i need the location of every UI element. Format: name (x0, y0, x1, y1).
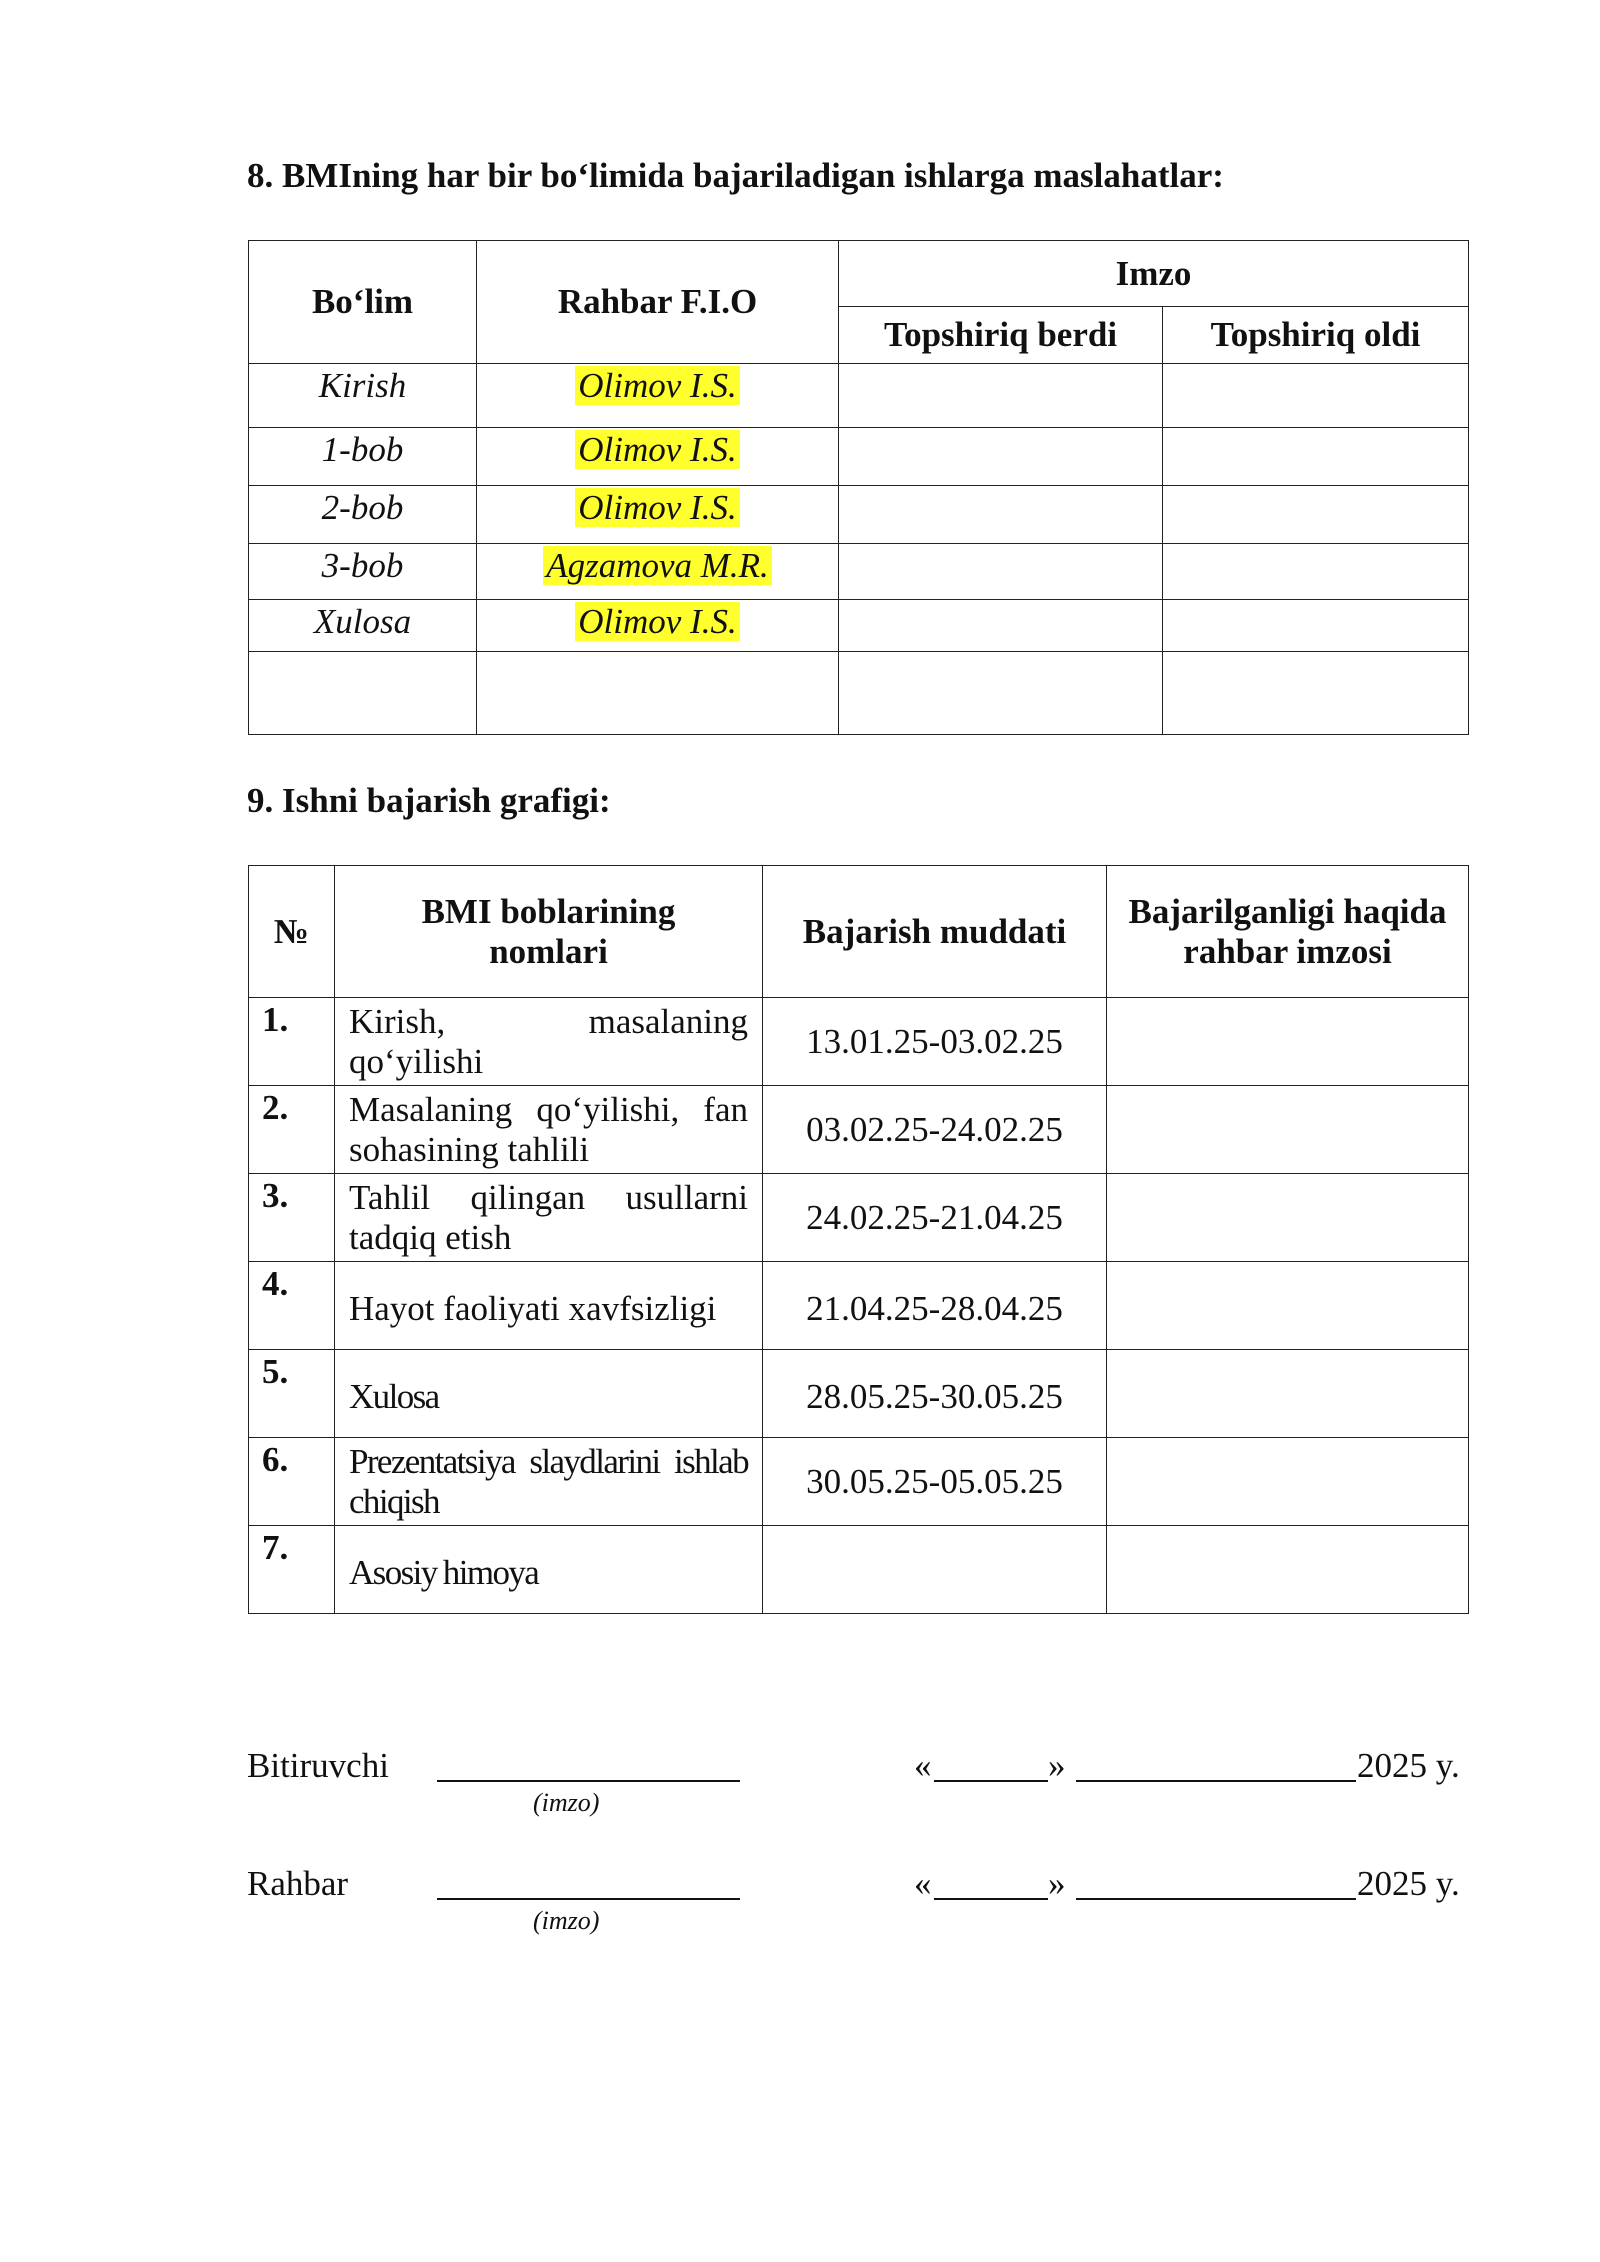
signature-cell (1107, 1438, 1469, 1526)
header-number: № (249, 866, 335, 998)
task-name: Xulosa (335, 1350, 763, 1438)
row-number: 6. (249, 1438, 335, 1526)
task-name: Asosiy himoya (335, 1526, 763, 1614)
graduate-open-quote: « (914, 1746, 932, 1785)
row-number: 3. (249, 1174, 335, 1262)
supervisor-close-quote: » (1048, 1864, 1066, 1903)
task-period: 13.01.25-03.02.25 (763, 998, 1107, 1086)
task-received-cell (1163, 600, 1469, 652)
signature-cell (1107, 1174, 1469, 1262)
signature-cell (1107, 998, 1469, 1086)
supervisor-day-line (934, 1898, 1048, 1900)
empty-cell (1163, 652, 1469, 735)
task-period (763, 1526, 1107, 1614)
task-period: 21.04.25-28.04.25 (763, 1262, 1107, 1350)
table-row (249, 998, 1469, 1086)
table-row (249, 1086, 1469, 1174)
table-row (249, 600, 1469, 652)
task-received-cell (1163, 364, 1469, 428)
supervisor-cell (477, 600, 839, 652)
table-row (249, 544, 1469, 600)
table-row (249, 1262, 1469, 1350)
task-name: Kirish, masalaning qo‘yilishi (335, 998, 763, 1086)
task-name: Tahlil qilingan usullarni tadqiq etish (335, 1174, 763, 1262)
section-cell: 2-bob (249, 486, 477, 544)
table-row (249, 1350, 1469, 1438)
row-number: 7. (249, 1526, 335, 1614)
table-row (249, 486, 1469, 544)
header-signature: Imzo (839, 241, 1469, 307)
task-period: 03.02.25-24.02.25 (763, 1086, 1107, 1174)
schedule-table (248, 865, 1469, 1614)
supervisor-cell (477, 544, 839, 600)
supervisor-cell (477, 364, 839, 428)
header-supervisor: Rahbar F.I.O (477, 241, 839, 364)
empty-cell (249, 652, 477, 735)
task-given-cell (839, 428, 1163, 486)
task-name: Hayot faoliyati xavfsizligi (335, 1262, 763, 1350)
signature-cell (1107, 1526, 1469, 1614)
supervisor-month-line (1076, 1898, 1356, 1900)
graduate-day-line (934, 1780, 1048, 1782)
section-cell: Kirish (249, 364, 477, 428)
table-row (249, 428, 1469, 486)
row-number: 5. (249, 1350, 335, 1438)
supervisor-name: Agzamova M.R. (543, 546, 772, 585)
table-row (249, 1526, 1469, 1614)
section-9-title: 9. Ishni bajarish grafigi: (247, 781, 611, 820)
supervisor-label: Rahbar (247, 1864, 349, 1903)
graduate-label: Bitiruvchi (247, 1746, 389, 1785)
supervisor-name: Olimov I.S. (575, 430, 739, 469)
supervisor-name: Olimov I.S. (575, 366, 739, 405)
section-8-title: 8. BMIning har bir bo‘limida bajariladigan ishlarga maslahatlar: (247, 156, 1224, 195)
row-number: 4. (249, 1262, 335, 1350)
supervisor-name: Olimov I.S. (575, 602, 739, 641)
table-row-empty (249, 652, 1469, 735)
table-row (249, 364, 1469, 428)
graduate-year: 2025 y. (1357, 1746, 1460, 1785)
supervisor-cell (477, 486, 839, 544)
header-deadline: Bajarish muddati (763, 866, 1107, 998)
empty-cell (839, 652, 1163, 735)
row-number: 1. (249, 998, 335, 1086)
signature-cell (1107, 1086, 1469, 1174)
supervisor-open-quote: « (914, 1864, 932, 1903)
signature-cell (1107, 1350, 1469, 1438)
table-row (249, 1174, 1469, 1262)
task-period: 28.05.25-30.05.25 (763, 1350, 1107, 1438)
supervisor-imzo-caption: (imzo) (533, 1906, 600, 1935)
header-section: Bo‘lim (249, 241, 477, 364)
task-given-cell (839, 600, 1163, 652)
task-period: 24.02.25-21.04.25 (763, 1174, 1107, 1262)
header-chapter-names: BMI boblarining nomlari (335, 866, 763, 998)
supervisor-year: 2025 y. (1357, 1864, 1460, 1903)
graduate-close-quote: » (1048, 1746, 1066, 1785)
supervisor-cell (477, 428, 839, 486)
consultation-table (248, 240, 1469, 735)
section-cell: 1-bob (249, 428, 477, 486)
task-period: 30.05.25-05.05.25 (763, 1438, 1107, 1526)
supervisor-signature-line (437, 1898, 740, 1900)
row-number: 2. (249, 1086, 335, 1174)
empty-cell (477, 652, 839, 735)
section-cell: Xulosa (249, 600, 477, 652)
signature-cell (1107, 1262, 1469, 1350)
header-supervisor-signature: Bajarilganligi haqida rahbar imzosi (1107, 866, 1469, 998)
table-row (249, 1438, 1469, 1526)
graduate-signature-line (437, 1780, 740, 1782)
task-received-cell (1163, 544, 1469, 600)
task-received-cell (1163, 486, 1469, 544)
task-given-cell (839, 486, 1163, 544)
task-given-cell (839, 364, 1163, 428)
section-cell: 3-bob (249, 544, 477, 600)
graduate-month-line (1076, 1780, 1356, 1782)
task-name: Masalaning qo‘yilishi, fan sohasining tahlili (335, 1086, 763, 1174)
task-given-cell (839, 544, 1163, 600)
header-task-given: Topshiriq berdi (839, 307, 1163, 364)
task-name: Prezentatsiya slaydlarini ishlab chiqish (335, 1438, 763, 1526)
task-received-cell (1163, 428, 1469, 486)
supervisor-name: Olimov I.S. (575, 488, 739, 527)
graduate-imzo-caption: (imzo) (533, 1788, 600, 1817)
header-task-received: Topshiriq oldi (1163, 307, 1469, 364)
